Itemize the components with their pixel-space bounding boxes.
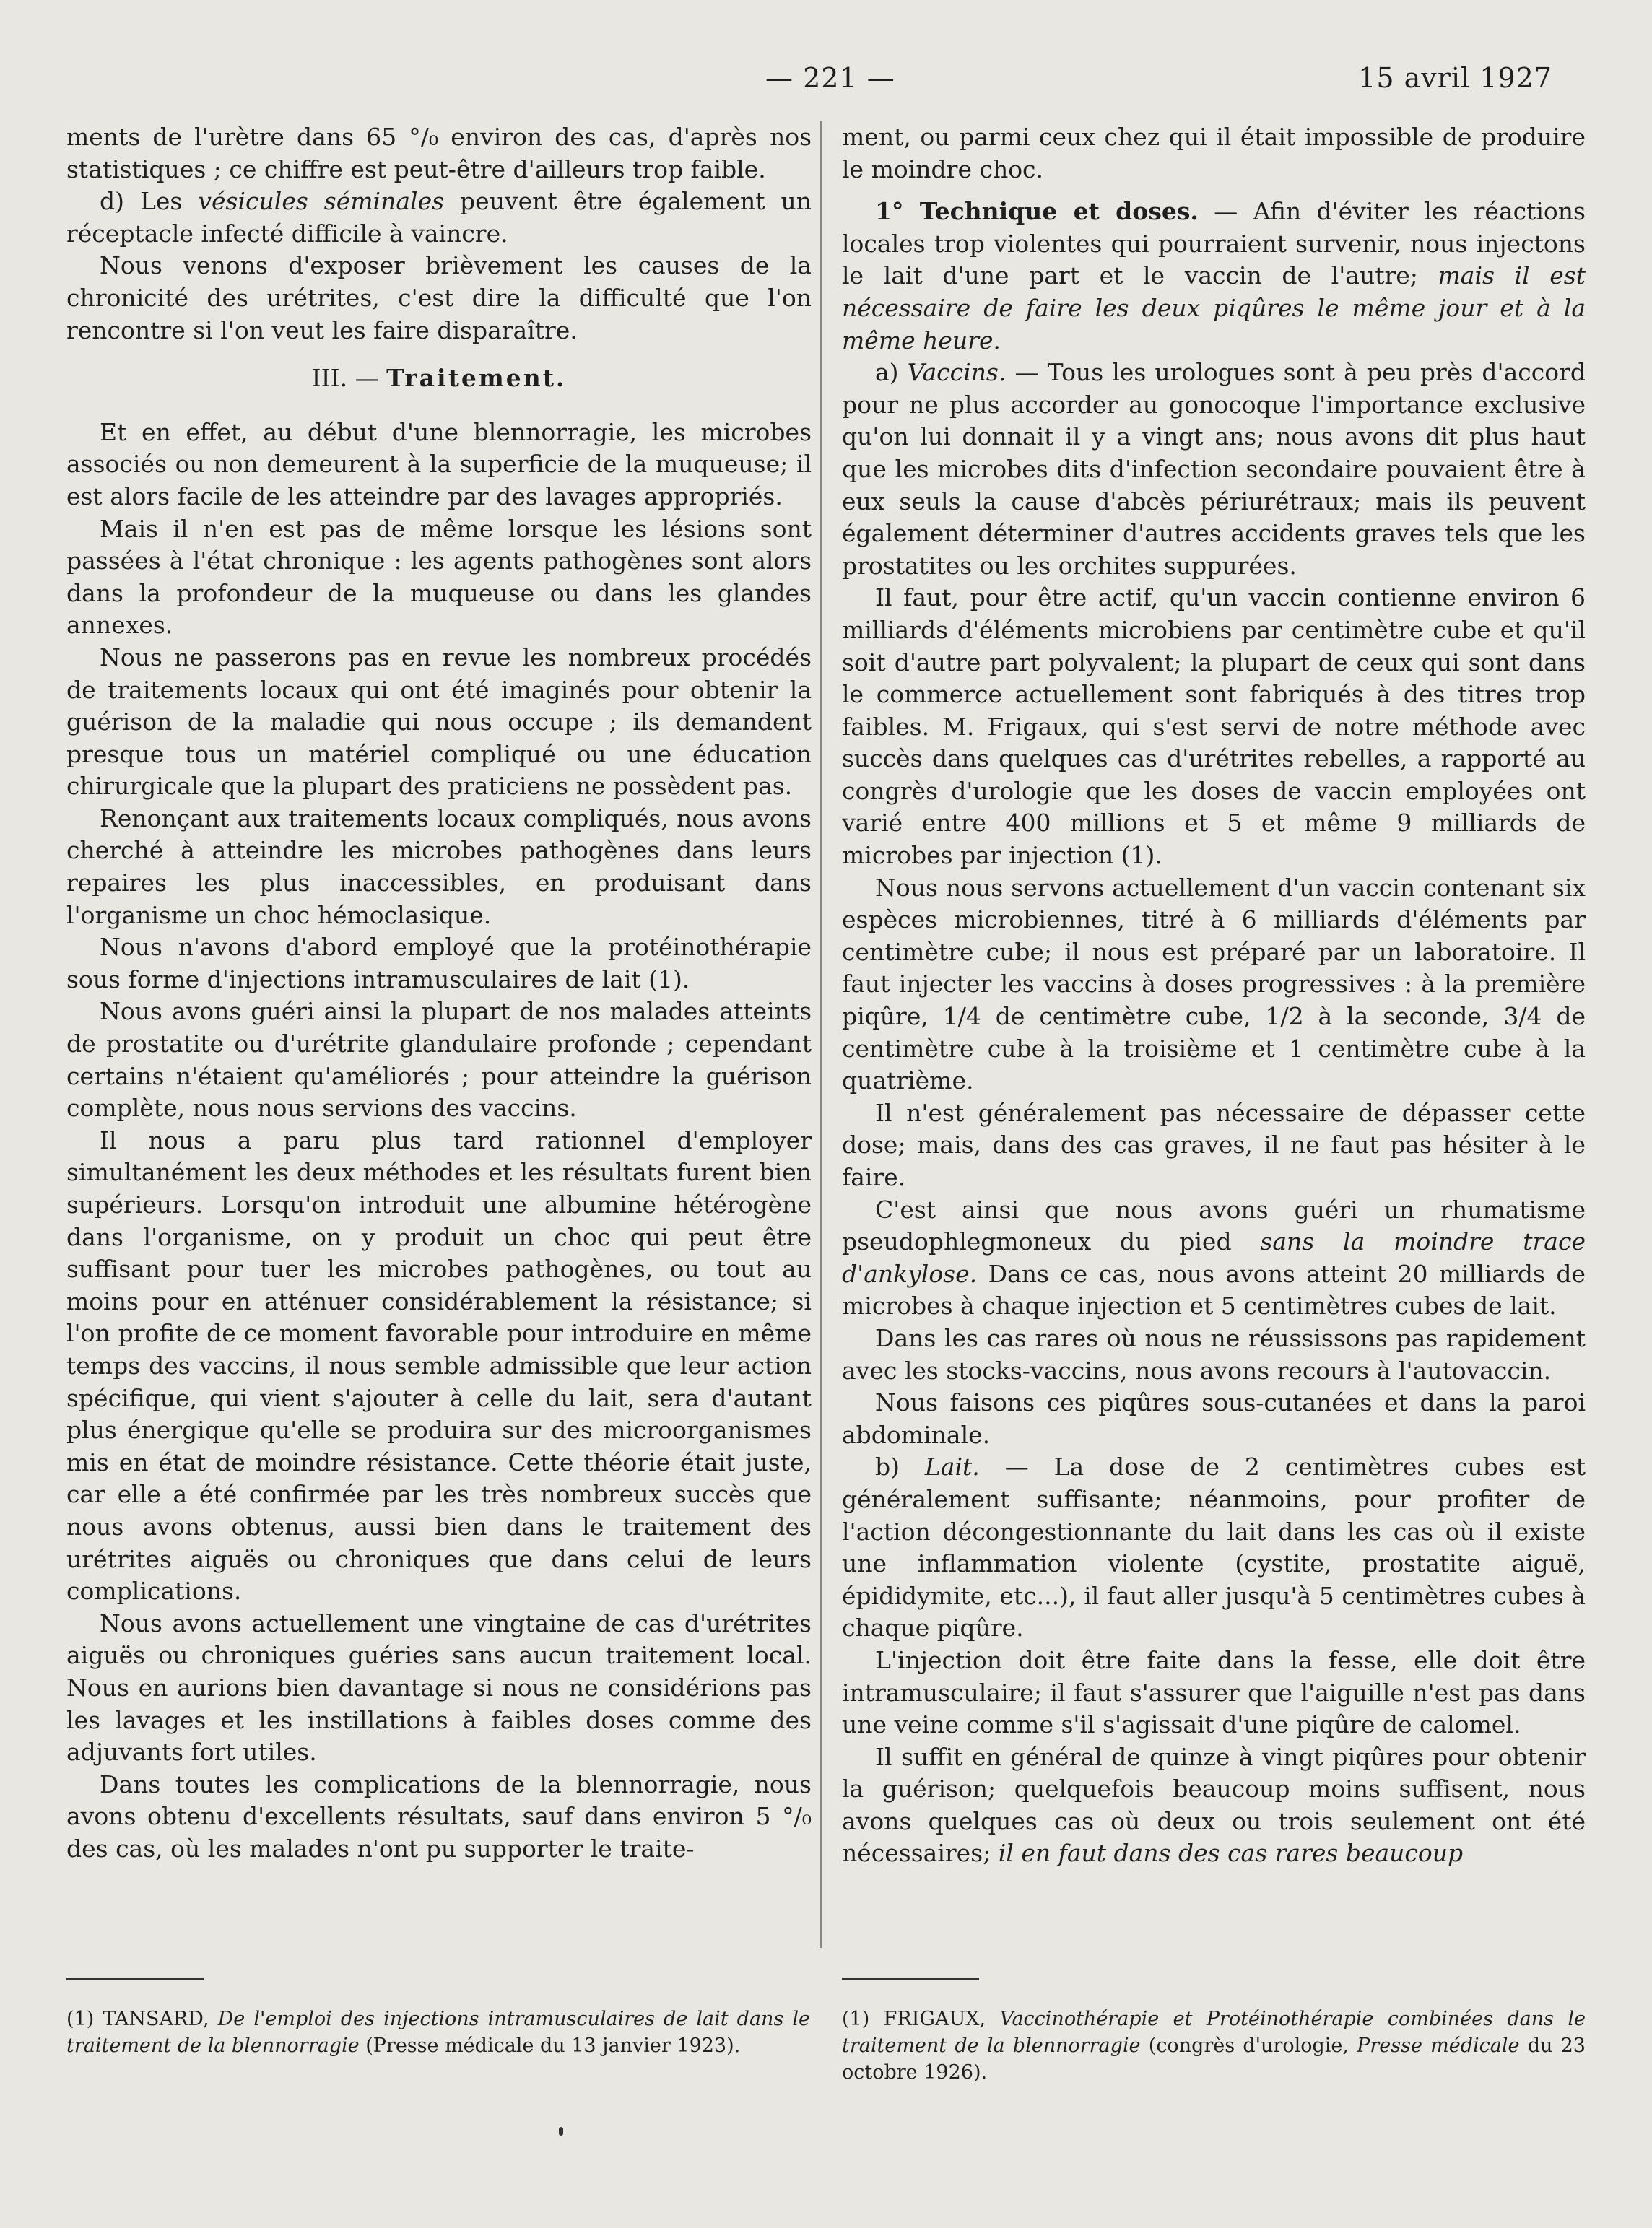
section-title: Traitement. [386, 364, 567, 393]
paragraph: Il nous a paru plus tard rationnel d'employer simultanément les deux méthodes et les résultats furent bien supérieurs. Lorsqu'on introduit une albumine hétérogène dans l'organisme, on y produit un choc qui peut être suffisant pour tuer les microbes pathogènes, ou tout au moins pour en atténuer considérablement la résistance; si l'on profite de ce moment favorable pour introduire en même temps des vaccins, il nous semble admissible que leur action spécifique, qui vient s'ajouter à celle du lait, sera d'autant plus énergique qu'elle se produira sur des microorganismes mis en état de moindre résistance. Cette théorie était juste, car elle a été confirmée par les très nombreux succès que nous avons obtenus, aussi bien dans le traitement des urétrites aiguës ou chroniques que dans celui de leurs complications. [66, 1126, 812, 1606]
text-run: C'est ainsi que nous avons guéri un rhumatisme pseudophlegmoneux du pied [842, 1195, 1586, 1256]
left-column [66, 121, 812, 1865]
paragraph: Dans toutes les complications de la blennorragie, nous avons obtenu d'excellents résultats, sauf dans environ 5 °/₀ des cas, où les malades n'ont pu supporter le traite- [66, 1770, 812, 1863]
paragraph: Renonçant aux traitements locaux compliqués, nous avons cherché à atteindre les microbes pathogènes dans leurs repaires les plus inaccessibles, en produisant dans l'organisme un choc hémoclasique. [66, 804, 812, 929]
paragraph: Nous nous servons actuellement d'un vaccin contenant six espèces microbiennes, titré à 6 milliards d'éléments par centimètre cube; il nous est préparé par un laboratoire. Il faut injecter les vaccins à doses progressives : à la première piqûre, 1/4 de centimètre cube, 1/2 à la seconde, 3/4 de centimètre cube à la troisième et 1 centimètre cube à la quatrième. [842, 873, 1586, 1095]
ink-speck [559, 2127, 563, 2136]
footnote-right [842, 2006, 1586, 2086]
text-run: peuvent être également un réceptacle infecté difficile à vaincre. [66, 187, 812, 248]
italic-text: il en faut dans des cas rares beaucoup [998, 1839, 1464, 1868]
paragraph: Et en effet, au début d'une blennorragie, les microbes associés ou non demeurent à la superficie de la muqueuse; il est alors facile de les atteindre par des lavages appropriés. [66, 417, 812, 510]
paragraph: Mais il n'en est pas de même lorsque les lésions sont passées à l'état chronique : les agents pathogènes sont alors dans la profondeur de la muqueuse ou dans les glandes annexes. [66, 514, 812, 640]
paragraph: L'injection doit être faite dans la fesse, elle doit être intramusculaire; il faut s'assurer que l'aiguille n'est pas dans une veine comme s'il s'agissait d'une piqûre de calomel. [842, 1645, 1586, 1739]
footnote-rule [842, 1978, 979, 1980]
paragraph [842, 1741, 1586, 1870]
italic-text: mais il est nécessaire de faire les deux piqûres le même jour et à la même heure. [842, 261, 1586, 354]
footnote-date: du 23 octobre 1926). [842, 2035, 1586, 2084]
right-column [842, 121, 1586, 1870]
text-run: a) [875, 358, 899, 387]
paragraph [66, 186, 812, 250]
italic-text: Vaccins. [907, 358, 1007, 387]
section-heading [66, 362, 812, 395]
paragraph [842, 1451, 1586, 1645]
footnote-ref: (1) TANSARD, [66, 2008, 209, 2030]
footnote-rule [66, 1978, 204, 1980]
text-run: Dans ce cas, nous avons atteint 20 milliards de microbes à chaque injection et 5 centimètres cubes de lait. [842, 1259, 1586, 1320]
footnote-source: (Presse médicale du 13 janvier 1923). [365, 2035, 741, 2057]
paragraph: Nous n'avons d'abord employé que la protéinothérapie sous forme d'injections intramusculaires de lait (1). [66, 933, 812, 993]
text-run: b) [875, 1453, 900, 1481]
text-run: — La dose de 2 centimètres cubes est généralement suffisante; néanmoins, pour profiter de l'action décongestionnante du lait dans les cas où il existe une inflammation violente (cystite, prostatite aiguë, épididymite, etc...), il faut aller jusqu'à 5 centimètres cubes à chaque piqûre. [842, 1453, 1586, 1642]
paragraph [842, 357, 1586, 582]
page-date: 15 avril 1927 [1358, 62, 1552, 94]
paragraph: Nous avons actuellement une vingtaine de cas d'urétrites aiguës ou chroniques guéries sans aucun traitement local. Nous en aurions bien davantage si nous ne considérions pas les lavages et les instillations à faibles doses comme des adjuvants fort utiles. [66, 1609, 812, 1767]
page-header [0, 62, 1652, 105]
italic-text: vésicules séminales [198, 187, 445, 216]
paragraph: ment, ou parmi ceux chez qui il était impossible de produire le moindre choc. [842, 123, 1586, 183]
text-run: — Tous les urologues sont à peu près d'accord pour ne plus accorder au gonocoque l'importance exclusive qu'on lui donnait il y a vingt ans; nous avons dit plus haut que les microbes dits d'infection secondaire pouvaient être à eux seuls la cause d'abcès périurétraux; mais ils peuvent également déterminer d'autres accidents graves tels que les prostatites ou les orchites suppurées. [842, 358, 1586, 580]
italic-text: sans la moindre trace d'ankylose. [842, 1227, 1586, 1288]
text-run: d) Les [100, 187, 183, 216]
paragraph: Il n'est généralement pas nécessaire de dépasser cette dose; mais, dans des cas graves, il ne faut pas hésiter à le faire. [842, 1098, 1586, 1191]
paragraph [842, 1194, 1586, 1323]
paragraph: Dans les cas rares où nous ne réussissons pas rapidement avec les stocks-vaccins, nous avons recours à l'autovaccin. [842, 1323, 1586, 1385]
text-run: — Afin d'éviter les réactions locales trop violentes qui pourraient survenir, nous injectons le lait d'une part et le vaccin de l'autre; [842, 197, 1586, 290]
footnote-ref: (1) FRIGAUX, [842, 2008, 986, 2030]
paragraph: Nous venons d'exposer brièvement les causes de la chronicité des urétrites, c'est dire la difficulté que l'on rencontre si l'on veut les faire disparaître. [66, 251, 812, 344]
paragraph: Il faut, pour être actif, qu'un vaccin contienne environ 6 milliards d'éléments microbiens par centimètre cube et qu'il soit d'autre part polyvalent; la plupart de ceux qui sont dans le commerce actuellement sont fabriqués à des titres trop faibles. M. Frigaux, qui s'est servi de notre méthode avec succès dans quelques cas d'urétrites rebelles, a rapporté au congrès d'urologie que les doses de vaccin employées ont varié entre 400 millions et 5 et même 9 milliards de microbes par injection (1). [842, 583, 1586, 870]
text-run: Il suffit en général de quinze à vingt piqûres pour obtenir la guérison; quelquefois beaucoup moins suffisent, nous avons quelques cas où deux ou trois seulement ont été nécessaires; [842, 1742, 1586, 1868]
page-number: — 221 — [765, 62, 895, 94]
footnote-title: Vaccinothérapie et Protéinothérapie combinées dans le traitement de la blennorragie [842, 2008, 1586, 2057]
paragraph: ments de l'urètre dans 65 °/₀ environ des cas, d'après nos statistiques ; ce chiffre est peut-être d'ailleurs trop faible. [66, 123, 812, 183]
footnote-source: (congrès d'urologie, [1148, 2035, 1349, 2057]
footnote-title: De l'emploi des injections intramusculaires de lait dans le traitement de la blennorragie [66, 2008, 810, 2057]
bold-heading: 1° Technique et doses. [875, 197, 1199, 226]
footnote-left [66, 2006, 810, 2059]
paragraph: Nous avons guéri ainsi la plupart de nos malades atteints de prostatite ou d'urétrite glandulaire profonde ; cependant certains n'étaient qu'améliorés ; pour atteindre la guérison complète, nous nous servions des vaccins. [66, 997, 812, 1123]
section-number: III. — [311, 364, 379, 393]
paragraph: Nous ne passerons pas en revue les nombreux procédés de traitements locaux qui ont été imaginés pour obtenir la guérison de la maladie qui nous occupe ; ils demandent presque tous un matériel compliqué ou une éducation chirurgicale que la plupart des praticiens ne possèdent pas. [66, 643, 812, 801]
footnote-journal: Presse médicale [1357, 2035, 1520, 2057]
paragraph: Nous faisons ces piqûres sous-cutanées et dans la paroi abdominale. [842, 1388, 1586, 1449]
paragraph [842, 196, 1586, 357]
column-divider [820, 121, 822, 1948]
italic-text: Lait. [924, 1453, 980, 1481]
